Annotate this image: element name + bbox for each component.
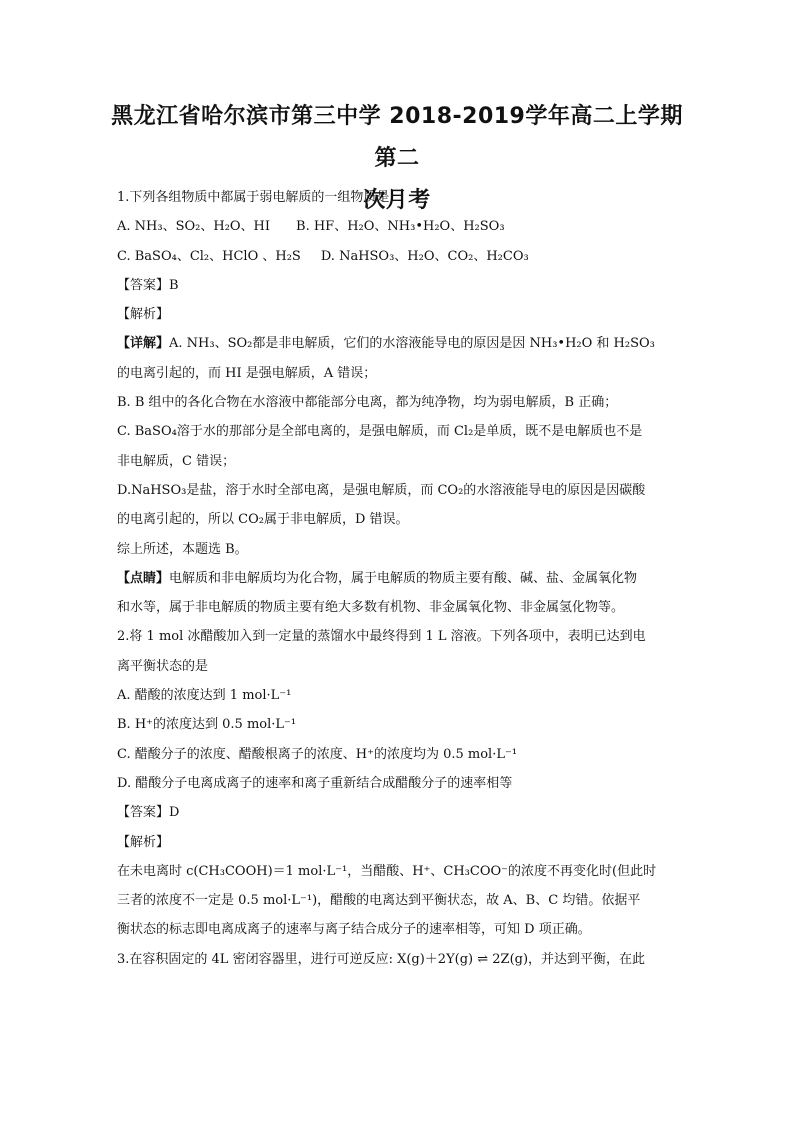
q2-option-b: B. H⁺的浓度达到 0.5 mol·L⁻¹ (117, 717, 297, 733)
q2-option-d: D. 醋酸分子电离成离子的速率和离子重新结合成醋酸分子的速率相等 (117, 775, 513, 791)
q3-stem: 3.在容积固定的 4L 密闭容器里，进行可逆反应: X(g)＋2Y(g) ⇌ 2Z(g)，并达到平衡，在此 (117, 951, 646, 967)
q2-analysis-line1: 在未电离时 c(CH₃COOH)＝1 mol·L⁻¹，当醋酸、H⁺、CH₃COO⁻的浓度不再变化时(但此时 (117, 863, 657, 879)
q1-option-c: C. BaSO₄、Cl₂、HClO 、H₂S (117, 248, 301, 264)
title-line-2: 次月考 (363, 188, 431, 213)
q2-analysis-line2: 三者的浓度不一定是 0.5 mol·L⁻¹)，醋酸的电离达到平衡状态，故 A、B、C 均错。依据平 (117, 893, 641, 909)
q1-summary: 综上所述，本题选 B。 (117, 541, 248, 557)
q1-detail-b: B. B 组中的各化合物在水溶液中都能部分电离，都为纯净物，均为弱电解质，B 正确； (117, 395, 618, 411)
q1-option-a: A. NH₃、SO₂、H₂O、HI (117, 219, 271, 235)
q1-stem: 1.下列各组物质中都属于弱电解质的一组物质是 (117, 190, 390, 205)
q1-detail-d-line1: D.NaHSO₃是盐，溶于水时全部电离，是强电解质，而 CO₂的水溶液能导电的原因是因碳酸 (117, 482, 646, 498)
title-line-1: 黑龙江省哈尔滨市第三中学 2018-2019学年高二上学期第二 (111, 104, 683, 171)
q1-detail-a-line2: 的电离引起的，而 HI 是强电解质，A 错误； (117, 365, 377, 381)
q1-options-cd (117, 242, 679, 271)
q2-stem-line1: 2.将 1 mol 冰醋酸加入到一定量的蒸馏水中最终得到 1 L 溶液。下列各项中，表明已达到电 (117, 629, 646, 645)
q2-option-a: A. 醋酸的浓度达到 1 mol·L⁻¹ (117, 688, 292, 704)
q1-detail-a-line1 (117, 329, 679, 358)
q1-option-d: D. NaHSO₃、H₂O、CO₂、H₂CO₃ (320, 248, 529, 264)
q1-option-b: B. HF、H₂O、NH₃•H₂O、H₂SO₃ (296, 219, 505, 235)
q1-detail-d-line2: 的电离引起的，所以 CO₂属于非电解质，D 错误。 (117, 512, 409, 528)
document-body (117, 183, 679, 974)
q2-answer: 【答案】D (117, 805, 180, 821)
q1-tip-label: 【点睛】 (117, 570, 170, 586)
q2-stem-line2: 离平衡状态的是 (117, 658, 209, 674)
q1-detail-c-line1: C. BaSO₄溶于水的那部分是全部电离的，是强电解质，而 Cl₂是单质，既不是电解质也不是 (117, 424, 643, 440)
q1-tip-line2: 和水等，属于非电解质的物质主要有绝大多数有机物、非金属氧化物、非金属氢化物等。 (117, 600, 625, 616)
q1-answer: 【答案】B (117, 277, 179, 293)
q2-analysis-line3: 衡状态的标志即电离成离子的速率与离子结合成分子的速率相等，可知 D 项正确。 (117, 922, 591, 938)
q1-options-ab (117, 212, 679, 241)
q1-analysis-label: 【解析】 (117, 307, 170, 323)
q1-detail-a-text1: A. NH₃、SO₂都是非电解质，它们的水溶液能导电的原因是因 NH₃•H₂O 和 H₂SO₃ (169, 336, 655, 352)
q1-tip-line1 (117, 564, 679, 593)
q1-detail-c-line2: 非电解质，C 错误； (117, 453, 236, 469)
q2-option-c: C. 醋酸分子的浓度、醋酸根离子的浓度、H⁺的浓度均为 0.5 mol·L⁻¹ (117, 746, 518, 762)
q1-detail-label: 【详解】 (117, 336, 170, 352)
q2-analysis-label: 【解析】 (117, 834, 170, 850)
q1-tip-text1: 电解质和非电解质均为化合物，属于电解质的物质主要有酸、碱、盐、金属氧化物 (169, 570, 638, 586)
